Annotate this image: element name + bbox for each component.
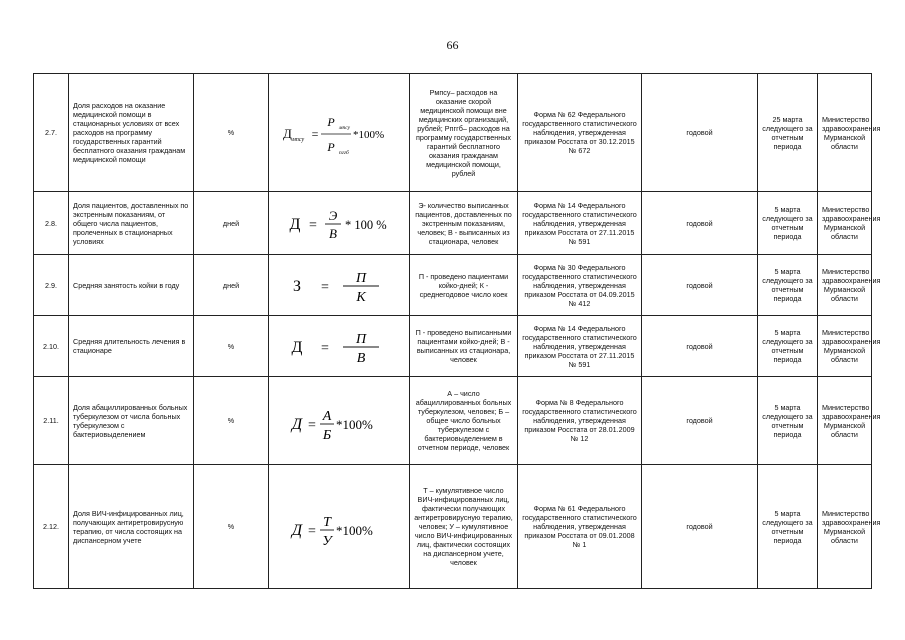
formula bbox=[273, 193, 411, 253]
unit-cell: дней bbox=[194, 255, 269, 316]
periodicity: годовой bbox=[642, 255, 758, 316]
page-number: 66 bbox=[446, 38, 459, 52]
formula bbox=[273, 391, 411, 451]
indicator-name: Средняя занятость койки в году bbox=[69, 255, 194, 316]
formula-lhs-subscript: мпсу bbox=[292, 136, 305, 143]
formula-multiplier: * 100 % bbox=[345, 218, 387, 232]
deadline: 25 марта следующего за отчетным периода bbox=[758, 74, 818, 192]
variables-description: П - проведено выписанными пациентами койко-дней; В - выписанных из стационара, человек bbox=[410, 316, 518, 377]
formula-lhs: Д bbox=[291, 339, 303, 356]
formula-multiplier: *100% bbox=[336, 416, 373, 432]
row-number: 2.9. bbox=[34, 255, 69, 316]
formula-denominator: К bbox=[356, 290, 366, 305]
formula-denominator: У bbox=[322, 533, 332, 549]
indicator-name: Доля ВИЧ-инфицированных лиц, получающих антиретровирусную терапию, от числа состоящих на диспансерном учете bbox=[69, 465, 194, 589]
indicator-name: Доля расходов на оказание медицинской помощи в стационарных условиях от всех расходов на программу государственных гарантий бесплатного оказания гражданам медицинской помощи bbox=[69, 74, 194, 192]
formula-numerator: Т bbox=[323, 514, 331, 530]
unit-cell: дней bbox=[194, 192, 269, 255]
formula-denominator-subscript: пггб bbox=[339, 149, 349, 156]
formula-denominator: P bbox=[327, 139, 335, 154]
formula-lhs: Д bbox=[291, 415, 303, 433]
formula-equals: = bbox=[309, 218, 317, 233]
formula-denominator: Б bbox=[322, 427, 332, 443]
formula-equals: = bbox=[311, 126, 319, 141]
formula-lhs: Д bbox=[289, 216, 301, 233]
row-number: 2.10. bbox=[34, 316, 69, 377]
indicator-name: Средняя длительность лечения в стационаре bbox=[69, 316, 194, 377]
deadline: 5 марта следующего за отчетным периода bbox=[758, 192, 818, 255]
data-source: Форма № 14 Федерального государственного статистического наблюдения, утвержденная приказом Росстата от 27.11.2015 № 591 bbox=[518, 192, 642, 255]
formula bbox=[273, 497, 411, 557]
formula-lhs: Д bbox=[291, 521, 303, 539]
deadline: 5 марта следующего за отчетным периода bbox=[758, 255, 818, 316]
formula-equals: = bbox=[321, 341, 329, 356]
variables-description: Рмпсу– расходов на оказание скорой медицинской помощи вне медицинских организаций, рублей; Рпггб– расходов на программу государственных гарантий бесплатного оказания гражданам медицинской помощи, рублей bbox=[410, 74, 518, 192]
table-row bbox=[34, 255, 872, 316]
indicators-table bbox=[33, 73, 881, 589]
table-row bbox=[34, 316, 872, 377]
data-source: Форма № 8 Федерального государственного статистического наблюдения, утвержденная приказом Росстата от 28.01.2009 № 12 bbox=[518, 377, 642, 465]
formula-numerator: А bbox=[322, 408, 332, 424]
deadline: 5 марта следующего за отчетным периода bbox=[758, 465, 818, 589]
formula-cell bbox=[269, 74, 410, 192]
deadline: 5 марта следующего за отчетным периода bbox=[758, 316, 818, 377]
data-source: Форма № 62 Федерального государственного статистического наблюдения, утвержденная приказом Росстата от 30.12.2015 № 672 bbox=[518, 74, 642, 192]
responsible-org: Министерство здравоохранения Мурманской области bbox=[818, 316, 872, 377]
row-number: 2.7. bbox=[34, 74, 69, 192]
responsible-org: Министерство здравоохранения Мурманской области bbox=[818, 465, 872, 589]
formula-denominator: В bbox=[329, 226, 337, 241]
row-number: 2.8. bbox=[34, 192, 69, 255]
variables-description: П - проведено пациентами койко-дней; К - среднегодовое число коек bbox=[410, 255, 518, 316]
formula-numerator: P bbox=[327, 114, 335, 129]
periodicity: годовой bbox=[642, 465, 758, 589]
unit-cell: % bbox=[194, 465, 269, 589]
formula-cell bbox=[269, 192, 410, 255]
formula bbox=[273, 103, 411, 163]
formula-lhs: З bbox=[292, 278, 302, 295]
formula-numerator: Э bbox=[328, 208, 338, 223]
unit-cell: % bbox=[194, 316, 269, 377]
formula-cell bbox=[269, 316, 410, 377]
deadline: 5 марта следующего за отчетным периода bbox=[758, 377, 818, 465]
table-row bbox=[34, 377, 872, 465]
formula-denominator: В bbox=[356, 351, 366, 366]
formula-equals: = bbox=[321, 280, 329, 295]
formula-numerator: П bbox=[355, 271, 367, 286]
variables-description: Т – кумулятивное число ВИЧ-инфицированных лиц, фактически получающих антиретровирусную терапию, человек; У – кумулятивное число ВИЧ-инфицированных лиц, фактически состоящих на диспансерном учете, человек bbox=[410, 465, 518, 589]
data-source: Форма № 30 Федерального государственного статистического наблюдения, утвержденная приказом Росстата от 04.09.2015 № 412 bbox=[518, 255, 642, 316]
formula-lhs: Д bbox=[283, 125, 292, 141]
data-source: Форма № 61 Федерального государственного статистического наблюдения, утвержденная приказом Росстата от 09.01.2008 № 1 bbox=[518, 465, 642, 589]
data-source: Форма № 14 Федерального государственного статистического наблюдения, утвержденная приказом Росстата от 27.11.2015 № 591 bbox=[518, 316, 642, 377]
responsible-org: Министерство здравоохранения Мурманской области bbox=[818, 192, 872, 255]
indicator-name: Доля пациентов, доставленных по экстренным показаниям, от общего числа пациентов, пролеченных в стационарных условиях bbox=[69, 192, 194, 255]
table-row bbox=[34, 465, 872, 589]
formula-numerator: П bbox=[355, 332, 367, 347]
indicator-name: Доля абациллированных больных туберкулезом от числа больных туберкулезом с бактериовыделением bbox=[69, 377, 194, 465]
row-number: 2.11. bbox=[34, 377, 69, 465]
periodicity: годовой bbox=[642, 192, 758, 255]
unit-cell: % bbox=[194, 74, 269, 192]
formula-numerator-subscript: мпсу bbox=[339, 124, 351, 131]
formula-multiplier: *100% bbox=[353, 128, 385, 141]
table-row bbox=[34, 192, 872, 255]
periodicity: годовой bbox=[642, 316, 758, 377]
responsible-org: Министерство здравоохранения Мурманской области bbox=[818, 377, 872, 465]
row-number: 2.12. bbox=[34, 465, 69, 589]
periodicity: годовой bbox=[642, 74, 758, 192]
periodicity: годовой bbox=[642, 377, 758, 465]
formula-cell bbox=[269, 255, 410, 316]
formula-equals: = bbox=[308, 523, 316, 539]
variables-description: А – число абациллированных больных туберкулезом, человек; Б – общее число больных туберкулезом с бактериовыделением в отчетном периоде, человек bbox=[410, 377, 518, 465]
formula bbox=[273, 255, 411, 315]
unit-cell: % bbox=[194, 377, 269, 465]
formula-cell bbox=[269, 465, 410, 589]
responsible-org: Министерство здравоохранения Мурманской области bbox=[818, 74, 872, 192]
formula bbox=[273, 316, 411, 376]
formula-equals: = bbox=[308, 417, 316, 433]
variables-description: Э- количество выписанных пациентов, доставленных по экстренным показаниям, человек; В - выписанных из стационара, человек bbox=[410, 192, 518, 255]
table-row bbox=[34, 74, 872, 192]
formula-cell bbox=[269, 377, 410, 465]
responsible-org: Министерство здравоохранения Мурманской области bbox=[818, 255, 872, 316]
formula-multiplier: *100% bbox=[336, 522, 373, 538]
